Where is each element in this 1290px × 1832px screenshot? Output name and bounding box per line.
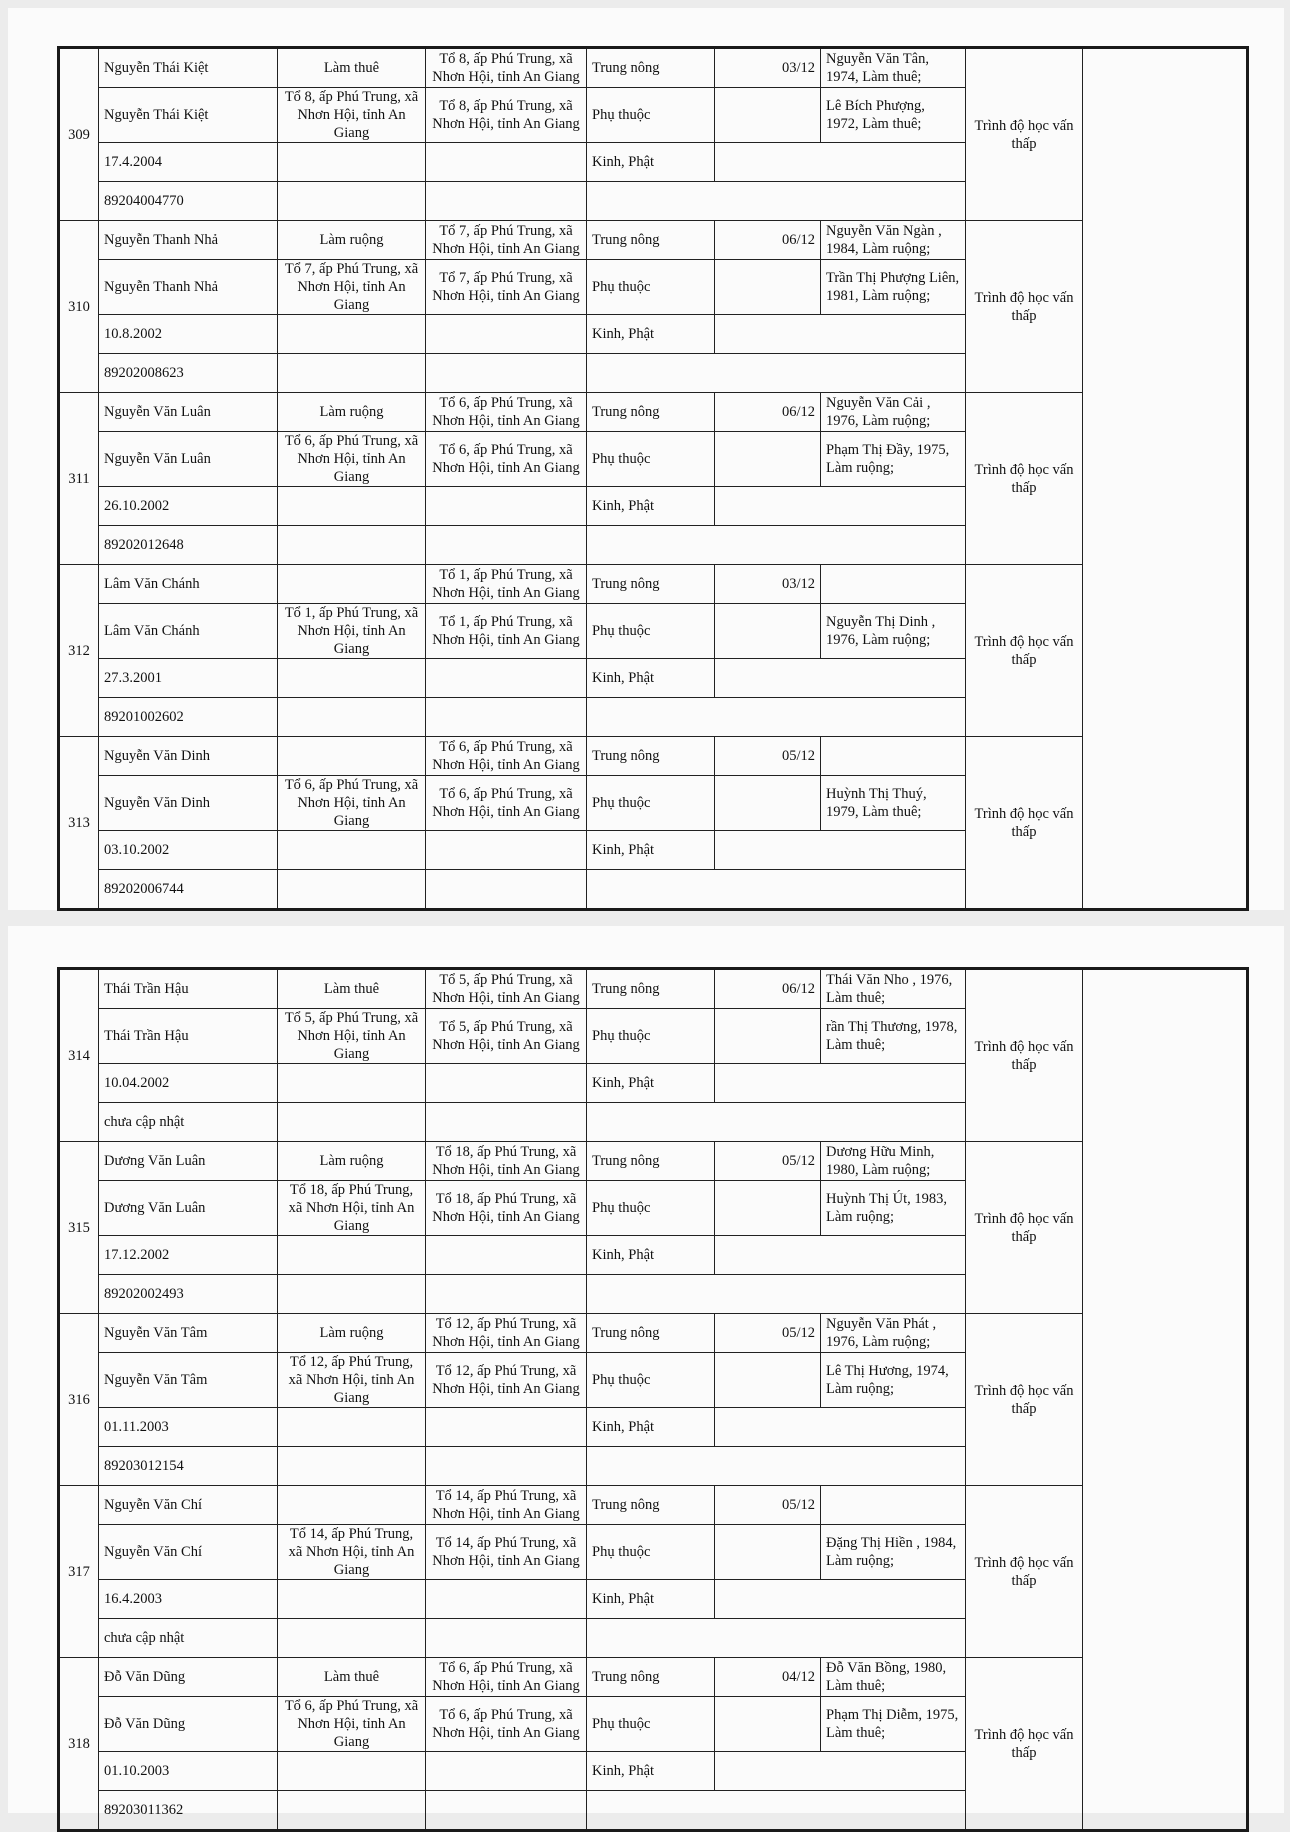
permanent-address: Tổ 6, ấp Phú Trung, xã Nhơn Hội, tỉnh An Giang <box>426 432 587 487</box>
social-class: Trung nông <box>587 1658 715 1697</box>
permanent-address: Tổ 6, ấp Phú Trung, xã Nhơn Hội, tỉnh An Giang <box>426 1697 587 1752</box>
blank-cell <box>587 354 966 393</box>
dependency-status: Phụ thuộc <box>587 88 715 143</box>
education-grade: 03/12 <box>715 48 821 88</box>
current-address: Tổ 6, ấp Phú Trung, xã Nhơn Hội, tỉnh An Giang <box>426 393 587 432</box>
remark: Trình độ học vấn thấp <box>966 1142 1083 1314</box>
full-name: Nguyễn Văn Dinh <box>99 776 278 831</box>
occupation: Làm ruộng <box>278 221 426 260</box>
blank-cell <box>426 870 587 910</box>
record-number: 317 <box>59 1486 99 1658</box>
blank-cell <box>278 831 426 870</box>
mother-info: Huỳnh Thị Út, 1983, Làm ruộng; <box>821 1181 966 1236</box>
blank-cell <box>278 1447 426 1486</box>
record-number: 318 <box>59 1658 99 1831</box>
blank-cell <box>278 1752 426 1791</box>
blank-cell <box>426 143 587 182</box>
current-address: Tổ 8, ấp Phú Trung, xã Nhơn Hội, tỉnh An Giang <box>426 48 587 88</box>
dependency-status: Phụ thuộc <box>587 1353 715 1408</box>
blank-cell <box>715 487 966 526</box>
social-class: Trung nông <box>587 565 715 604</box>
remark: Trình độ học vấn thấp <box>966 1486 1083 1658</box>
father-info: Nguyễn Văn Cải , 1976, Làm ruộng; <box>821 393 966 432</box>
blank-cell <box>278 1619 426 1658</box>
full-name: Nguyễn Văn Luân <box>99 393 278 432</box>
blank-cell <box>587 1619 966 1658</box>
education-grade: 05/12 <box>715 1142 821 1181</box>
record-row <box>59 48 1248 88</box>
date-of-birth: 10.8.2002 <box>99 315 278 354</box>
blank-cell <box>715 88 821 143</box>
blank-cell <box>587 526 966 565</box>
full-name: Nguyễn Thanh Nhả <box>99 221 278 260</box>
blank-cell <box>278 526 426 565</box>
birth-place: Tổ 1, ấp Phú Trung, xã Nhơn Hội, tỉnh An Giang <box>278 604 426 659</box>
blank-cell <box>278 1103 426 1142</box>
birth-place: Tổ 6, ấp Phú Trung, xã Nhơn Hội, tỉnh An Giang <box>278 432 426 487</box>
father-info: Dương Hữu Minh, 1980, Làm ruộng; <box>821 1142 966 1181</box>
mother-info: Phạm Thị Đầy, 1975, Làm ruộng; <box>821 432 966 487</box>
record-number: 312 <box>59 565 99 737</box>
blank-cell <box>426 1447 587 1486</box>
education-grade: 04/12 <box>715 1658 821 1697</box>
dependency-status: Phụ thuộc <box>587 1181 715 1236</box>
father-info <box>821 737 966 776</box>
record-row <box>59 565 1248 604</box>
ethnicity-religion: Kinh, Phật <box>587 831 715 870</box>
blank-cell <box>715 1236 966 1275</box>
record-number: 313 <box>59 737 99 910</box>
record-row <box>59 1486 1248 1525</box>
records-table <box>57 46 1249 911</box>
id-number: 89204004770 <box>99 182 278 221</box>
blank-cell <box>715 1752 966 1791</box>
blank-cell <box>715 1181 821 1236</box>
permanent-address: Tổ 1, ấp Phú Trung, xã Nhơn Hội, tỉnh An Giang <box>426 604 587 659</box>
blank-cell <box>715 1580 966 1619</box>
dependency-status: Phụ thuộc <box>587 260 715 315</box>
blank-cell <box>715 1525 821 1580</box>
full-name: Nguyễn Văn Tâm <box>99 1314 278 1353</box>
blank-cell <box>715 1697 821 1752</box>
blank-cell <box>426 1064 587 1103</box>
education-grade: 05/12 <box>715 737 821 776</box>
full-name: Đỗ Văn Dũng <box>99 1658 278 1697</box>
document-page-1 <box>8 8 1284 910</box>
birth-place: Tổ 14, ấp Phú Trung, xã Nhơn Hội, tỉnh An Giang <box>278 1525 426 1580</box>
occupation <box>278 565 426 604</box>
blank-cell <box>587 1791 966 1831</box>
blank-cell <box>426 1236 587 1275</box>
social-class: Trung nông <box>587 737 715 776</box>
blank-cell <box>715 315 966 354</box>
permanent-address: Tổ 8, ấp Phú Trung, xã Nhơn Hội, tỉnh An Giang <box>426 88 587 143</box>
dependency-status: Phụ thuộc <box>587 776 715 831</box>
mother-info: Đặng Thị Hiền , 1984, Làm ruộng; <box>821 1525 966 1580</box>
blank-cell <box>426 1408 587 1447</box>
full-name: Dương Văn Luân <box>99 1181 278 1236</box>
records-table <box>57 967 1249 1832</box>
date-of-birth: 01.10.2003 <box>99 1752 278 1791</box>
document-page-2 <box>8 926 1284 1818</box>
education-grade: 05/12 <box>715 1314 821 1353</box>
blank-cell <box>715 432 821 487</box>
remark: Trình độ học vấn thấp <box>966 1658 1083 1831</box>
blank-cell <box>278 870 426 910</box>
birth-place: Tổ 5, ấp Phú Trung, xã Nhơn Hội, tỉnh An Giang <box>278 1009 426 1064</box>
father-info <box>821 565 966 604</box>
blank-cell <box>278 659 426 698</box>
dependency-status: Phụ thuộc <box>587 604 715 659</box>
record-row <box>59 1314 1248 1353</box>
id-number: 89202006744 <box>99 870 278 910</box>
blank-cell <box>278 1408 426 1447</box>
education-grade: 06/12 <box>715 221 821 260</box>
blank-cell <box>278 1064 426 1103</box>
record-row <box>59 393 1248 432</box>
current-address: Tổ 7, ấp Phú Trung, xã Nhơn Hội, tỉnh An Giang <box>426 221 587 260</box>
mother-info: Lê Thị Hương, 1974, Làm ruộng; <box>821 1353 966 1408</box>
father-info: Nguyễn Văn Tân, 1974, Làm thuê; <box>821 48 966 88</box>
id-number: 89202008623 <box>99 354 278 393</box>
blank-cell <box>278 698 426 737</box>
education-grade: 03/12 <box>715 565 821 604</box>
blank-cell <box>278 315 426 354</box>
father-info: Đỗ Văn Bồng, 1980, Làm thuê; <box>821 1658 966 1697</box>
social-class: Trung nông <box>587 1486 715 1525</box>
dependency-status: Phụ thuộc <box>587 1525 715 1580</box>
record-row <box>59 221 1248 260</box>
current-address: Tổ 14, ấp Phú Trung, xã Nhơn Hội, tỉnh An Giang <box>426 1486 587 1525</box>
blank-cell <box>715 776 821 831</box>
permanent-address: Tổ 18, ấp Phú Trung, xã Nhơn Hội, tỉnh An Giang <box>426 1181 587 1236</box>
permanent-address: Tổ 14, ấp Phú Trung, xã Nhơn Hội, tỉnh An Giang <box>426 1525 587 1580</box>
education-grade: 06/12 <box>715 393 821 432</box>
permanent-address: Tổ 5, ấp Phú Trung, xã Nhơn Hội, tỉnh An Giang <box>426 1009 587 1064</box>
permanent-address: Tổ 7, ấp Phú Trung, xã Nhơn Hội, tỉnh An Giang <box>426 260 587 315</box>
birth-place: Tổ 12, ấp Phú Trung, xã Nhơn Hội, tỉnh An Giang <box>278 1353 426 1408</box>
blank-cell <box>278 143 426 182</box>
father-info: Thái Văn Nho , 1976, Làm thuê; <box>821 969 966 1009</box>
blank-cell <box>426 315 587 354</box>
ethnicity-religion: Kinh, Phật <box>587 143 715 182</box>
full-name: Nguyễn Văn Luân <box>99 432 278 487</box>
blank-cell <box>278 487 426 526</box>
full-name: Nguyễn Thanh Nhả <box>99 260 278 315</box>
remark: Trình độ học vấn thấp <box>966 1314 1083 1486</box>
remark: Trình độ học vấn thấp <box>966 48 1083 221</box>
remark: Trình độ học vấn thấp <box>966 565 1083 737</box>
blank-cell <box>426 1275 587 1314</box>
ethnicity-religion: Kinh, Phật <box>587 315 715 354</box>
blank-cell <box>715 831 966 870</box>
blank-cell <box>715 1009 821 1064</box>
occupation: Làm ruộng <box>278 1142 426 1181</box>
permanent-address: Tổ 6, ấp Phú Trung, xã Nhơn Hội, tỉnh An Giang <box>426 776 587 831</box>
date-of-birth: 17.12.2002 <box>99 1236 278 1275</box>
social-class: Trung nông <box>587 48 715 88</box>
occupation <box>278 737 426 776</box>
full-name: Nguyễn Văn Chí <box>99 1486 278 1525</box>
current-address: Tổ 6, ấp Phú Trung, xã Nhơn Hội, tỉnh An Giang <box>426 1658 587 1697</box>
full-name: Nguyễn Văn Tâm <box>99 1353 278 1408</box>
blank-cell <box>587 698 966 737</box>
social-class: Trung nông <box>587 1142 715 1181</box>
blank-cell <box>426 1619 587 1658</box>
dependency-status: Phụ thuộc <box>587 1697 715 1752</box>
occupation: Làm thuê <box>278 969 426 1009</box>
date-of-birth: 17.4.2004 <box>99 143 278 182</box>
blank-cell <box>715 260 821 315</box>
blank-cell <box>426 1791 587 1831</box>
blank-cell <box>587 182 966 221</box>
blank-cell <box>426 659 587 698</box>
full-name: Đỗ Văn Dũng <box>99 1697 278 1752</box>
id-number: 89201002602 <box>99 698 278 737</box>
occupation: Làm thuê <box>278 48 426 88</box>
mother-info: Lê Bích Phượng, 1972, Làm thuê; <box>821 88 966 143</box>
id-number: 89203011362 <box>99 1791 278 1831</box>
date-of-birth: 16.4.2003 <box>99 1580 278 1619</box>
blank-cell <box>426 182 587 221</box>
full-name: Nguyễn Văn Dinh <box>99 737 278 776</box>
date-of-birth: 26.10.2002 <box>99 487 278 526</box>
blank-cell <box>587 1447 966 1486</box>
occupation: Làm ruộng <box>278 1314 426 1353</box>
blank-cell <box>426 1752 587 1791</box>
mother-info: Huỳnh Thị Thuý, 1979, Làm thuê; <box>821 776 966 831</box>
birth-place: Tổ 18, ấp Phú Trung, xã Nhơn Hội, tỉnh An Giang <box>278 1181 426 1236</box>
father-info <box>821 1486 966 1525</box>
ethnicity-religion: Kinh, Phật <box>587 1064 715 1103</box>
ethnicity-religion: Kinh, Phật <box>587 487 715 526</box>
occupation: Làm thuê <box>278 1658 426 1697</box>
full-name: Nguyễn Văn Chí <box>99 1525 278 1580</box>
permanent-address: Tổ 12, ấp Phú Trung, xã Nhơn Hội, tỉnh An Giang <box>426 1353 587 1408</box>
id-number: chưa cập nhật <box>99 1619 278 1658</box>
full-name: Dương Văn Luân <box>99 1142 278 1181</box>
full-name: Lâm Văn Chánh <box>99 565 278 604</box>
blank-cell <box>426 831 587 870</box>
current-address: Tổ 18, ấp Phú Trung, xã Nhơn Hội, tỉnh An Giang <box>426 1142 587 1181</box>
current-address: Tổ 1, ấp Phú Trung, xã Nhơn Hội, tỉnh An Giang <box>426 565 587 604</box>
record-row <box>59 969 1248 1009</box>
ethnicity-religion: Kinh, Phật <box>587 1580 715 1619</box>
full-name: Thái Trần Hậu <box>99 1009 278 1064</box>
birth-place: Tổ 7, ấp Phú Trung, xã Nhơn Hội, tỉnh An Giang <box>278 260 426 315</box>
remark: Trình độ học vấn thấp <box>966 221 1083 393</box>
blank-cell <box>278 1275 426 1314</box>
mother-info: rần Thị Thương, 1978, Làm thuê; <box>821 1009 966 1064</box>
current-address: Tổ 5, ấp Phú Trung, xã Nhơn Hội, tỉnh An Giang <box>426 969 587 1009</box>
social-class: Trung nông <box>587 221 715 260</box>
id-number: chưa cập nhật <box>99 1103 278 1142</box>
occupation: Làm ruộng <box>278 393 426 432</box>
birth-place: Tổ 6, ấp Phú Trung, xã Nhơn Hội, tỉnh An Giang <box>278 1697 426 1752</box>
mother-info: Phạm Thị Diễm, 1975, Làm thuê; <box>821 1697 966 1752</box>
id-number: 89203012154 <box>99 1447 278 1486</box>
education-grade: 05/12 <box>715 1486 821 1525</box>
blank-cell <box>278 182 426 221</box>
blank-cell <box>426 698 587 737</box>
blank-cell <box>426 487 587 526</box>
record-number: 316 <box>59 1314 99 1486</box>
blank-cell <box>715 659 966 698</box>
ethnicity-religion: Kinh, Phật <box>587 659 715 698</box>
record-row <box>59 737 1248 776</box>
father-info: Nguyễn Văn Phát , 1976, Làm ruộng; <box>821 1314 966 1353</box>
mother-info: Nguyễn Thị Dinh , 1976, Làm ruộng; <box>821 604 966 659</box>
blank-cell <box>426 1580 587 1619</box>
dependency-status: Phụ thuộc <box>587 432 715 487</box>
id-number: 89202012648 <box>99 526 278 565</box>
birth-place: Tổ 6, ấp Phú Trung, xã Nhơn Hội, tỉnh An Giang <box>278 776 426 831</box>
social-class: Trung nông <box>587 1314 715 1353</box>
full-name: Thái Trần Hậu <box>99 969 278 1009</box>
blank-cell <box>587 1103 966 1142</box>
full-name: Nguyễn Thái Kiệt <box>99 88 278 143</box>
blank-cell <box>278 1236 426 1275</box>
blank-cell <box>587 870 966 910</box>
blank-cell <box>426 526 587 565</box>
record-number: 315 <box>59 1142 99 1314</box>
ethnicity-religion: Kinh, Phật <box>587 1236 715 1275</box>
blank-cell <box>278 354 426 393</box>
social-class: Trung nông <box>587 393 715 432</box>
blank-cell <box>715 1064 966 1103</box>
mother-info: Trần Thị Phượng Liên, 1981, Làm ruộng; <box>821 260 966 315</box>
birth-place: Tổ 8, ấp Phú Trung, xã Nhơn Hội, tỉnh An Giang <box>278 88 426 143</box>
remark: Trình độ học vấn thấp <box>966 737 1083 910</box>
date-of-birth: 01.11.2003 <box>99 1408 278 1447</box>
date-of-birth: 27.3.2001 <box>99 659 278 698</box>
blank-cell <box>426 354 587 393</box>
record-number: 310 <box>59 221 99 393</box>
blank-cell <box>715 1353 821 1408</box>
remark: Trình độ học vấn thấp <box>966 969 1083 1142</box>
date-of-birth: 10.04.2002 <box>99 1064 278 1103</box>
father-info: Nguyễn Văn Ngàn , 1984, Làm ruộng; <box>821 221 966 260</box>
record-number: 311 <box>59 393 99 565</box>
record-number: 309 <box>59 48 99 221</box>
ethnicity-religion: Kinh, Phật <box>587 1408 715 1447</box>
record-number: 314 <box>59 969 99 1142</box>
record-row <box>59 1142 1248 1181</box>
ethnicity-religion: Kinh, Phật <box>587 1752 715 1791</box>
date-of-birth: 03.10.2002 <box>99 831 278 870</box>
blank-cell <box>587 1275 966 1314</box>
education-grade: 06/12 <box>715 969 821 1009</box>
record-row <box>59 1658 1248 1697</box>
current-address: Tổ 12, ấp Phú Trung, xã Nhơn Hội, tỉnh An Giang <box>426 1314 587 1353</box>
full-name: Lâm Văn Chánh <box>99 604 278 659</box>
blank-cell <box>278 1580 426 1619</box>
full-name: Nguyễn Thái Kiệt <box>99 48 278 88</box>
blank-cell <box>715 1408 966 1447</box>
id-number: 89202002493 <box>99 1275 278 1314</box>
current-address: Tổ 6, ấp Phú Trung, xã Nhơn Hội, tỉnh An Giang <box>426 737 587 776</box>
occupation <box>278 1486 426 1525</box>
social-class: Trung nông <box>587 969 715 1009</box>
blank-cell <box>715 143 966 182</box>
dependency-status: Phụ thuộc <box>587 1009 715 1064</box>
blank-cell <box>426 1103 587 1142</box>
remark: Trình độ học vấn thấp <box>966 393 1083 565</box>
blank-cell <box>278 1791 426 1831</box>
blank-cell <box>715 604 821 659</box>
